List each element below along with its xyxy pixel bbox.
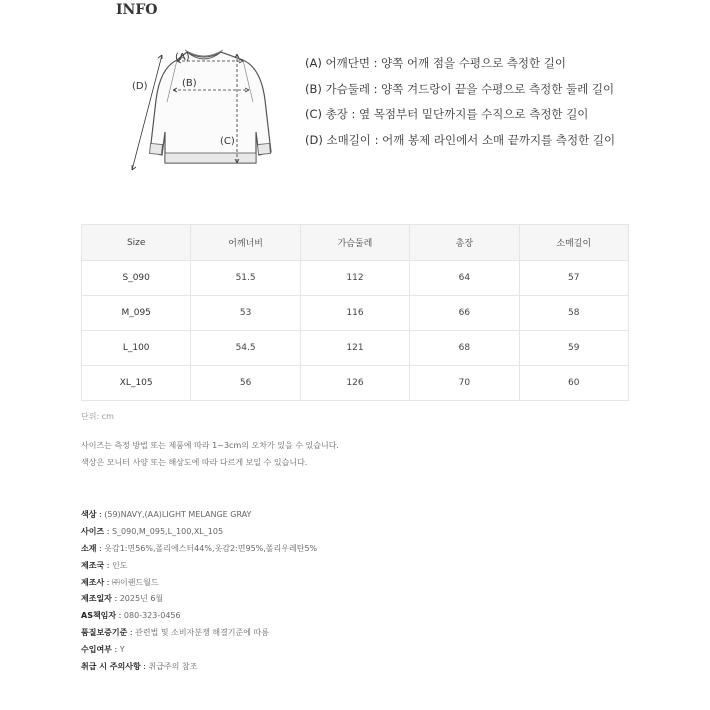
spec-value: 인도 — [111, 560, 128, 570]
spec-row-quality: 품질보증기준 : 관련법 및 소비자분쟁 해결기준에 따름 — [81, 628, 269, 638]
spec-label: AS책임자 — [81, 611, 117, 621]
spec-label: 색상 — [81, 510, 97, 519]
sweater-hem-rib — [165, 153, 256, 163]
spec-label: 제조국 — [81, 560, 105, 570]
cell-shoulder: 54.5 — [191, 331, 300, 366]
product-specs — [81, 507, 317, 676]
measurement-legend — [305, 54, 705, 156]
spec-row-import: 수입여부 : Y — [81, 645, 125, 655]
header-chest: 가슴둘레 — [300, 225, 409, 261]
spec-label: 제조일자 — [81, 594, 112, 604]
spec-value: 관련법 및 소비자분쟁 해결기준에 따름 — [135, 628, 269, 638]
color-disclaimer: 색상은 모니터 사양 또는 해상도에 따라 다르게 보일 수 있습니다. — [81, 458, 308, 467]
spec-label: 취급 시 주의사항 — [81, 662, 141, 672]
cell-length: 64 — [410, 261, 519, 296]
legend-item-a: (A) 어깨단면 : 양쪽 어깨 점을 수평으로 측정한 길이 — [305, 56, 567, 70]
spec-value: Y — [119, 645, 125, 655]
spec-row-date: 제조일자 : 2025년 6월 — [81, 594, 164, 604]
table-row — [82, 261, 629, 296]
table-row — [82, 296, 629, 331]
sweater-outline — [150, 52, 271, 163]
cell-chest: 126 — [300, 366, 409, 401]
sweater-cuff-right — [258, 143, 271, 154]
table-row — [82, 366, 629, 401]
spec-value: 2025년 6월 — [119, 594, 164, 604]
size-disclaimer: 사이즈는 측정 방법 또는 제품에 따라 1~3cm의 오차가 있을 수 있습니다. — [81, 441, 339, 450]
cell-sleeve: 57 — [519, 261, 628, 296]
cell-size: S_090 — [82, 261, 191, 296]
cell-sleeve: 59 — [519, 331, 628, 366]
sweater-measurement-diagram — [125, 40, 290, 180]
spec-value: S_090,M_095,L_100,XL_105 — [111, 526, 224, 536]
sweater-cuff-left — [150, 143, 163, 154]
spec-value: (59)NAVY,(AA)LIGHT MELANGE GRAY — [104, 510, 252, 519]
table-row — [82, 331, 629, 366]
cell-size: L_100 — [82, 331, 191, 366]
unit-note: 단위: cm — [81, 412, 114, 421]
spec-label: 제조사 — [81, 577, 105, 587]
cell-shoulder: 51.5 — [191, 261, 300, 296]
spec-row-material: 소재 : 옷감1:면56%,폴리에스터44%,옷감2:면95%,폴리우레탄5% — [81, 543, 318, 553]
label-a: (A) — [175, 52, 190, 63]
spec-row-country: 제조국 : 인도 — [81, 560, 128, 570]
header-length: 총장 — [410, 225, 519, 261]
spec-row-color: 색상 : (59)NAVY,(AA)LIGHT MELANGE GRAY — [81, 510, 252, 519]
spec-row-care: 취급 시 주의사항 : 취급주의 참조 — [81, 662, 198, 672]
label-d: (D) — [132, 81, 148, 92]
label-c: (C) — [220, 136, 235, 147]
cell-chest: 112 — [300, 261, 409, 296]
header-size: Size — [82, 225, 191, 261]
cell-length: 68 — [410, 331, 519, 366]
cell-shoulder: 53 — [191, 296, 300, 331]
cell-sleeve: 60 — [519, 366, 628, 401]
cell-chest: 116 — [300, 296, 409, 331]
cell-size: XL_105 — [82, 366, 191, 401]
spec-label: 소재 — [81, 543, 97, 553]
cell-length: 70 — [410, 366, 519, 401]
spec-row-manufacturer: 제조사 : ㈜이랜드월드 — [81, 577, 159, 587]
cell-sleeve: 58 — [519, 296, 628, 331]
size-table — [81, 224, 629, 401]
cell-chest: 121 — [300, 331, 409, 366]
size-table-header-row — [82, 225, 629, 261]
spec-label: 수입여부 — [81, 645, 112, 655]
spec-row-size: 사이즈 : S_090,M_095,L_100,XL_105 — [81, 526, 224, 536]
cell-shoulder: 56 — [191, 366, 300, 401]
spec-value: 취급주의 참조 — [148, 662, 198, 672]
header-shoulder: 어깨너비 — [191, 225, 300, 261]
legend-item-c: (C) 총장 : 옆 목점부터 밑단까지를 수직으로 측정한 길이 — [305, 107, 589, 121]
spec-row-as: AS책임자 : 080-323-0456 — [81, 611, 181, 621]
info-title: INFO — [116, 2, 158, 18]
spec-label: 사이즈 — [81, 526, 105, 536]
legend-item-d: (D) 소매길이 : 어깨 봉제 라인에서 소매 끝까지를 측정한 길이 — [305, 132, 616, 147]
label-b: (B) — [182, 78, 197, 89]
legend-item-b: (B) 가슴둘레 : 양쪽 겨드랑이 끝을 수평으로 측정한 둘레 길이 — [305, 81, 615, 96]
spec-value: ㈜이랜드월드 — [111, 577, 159, 587]
cell-length: 66 — [410, 296, 519, 331]
header-sleeve: 소매길이 — [519, 225, 628, 261]
spec-label: 품질보증기준 — [81, 628, 128, 638]
cell-size: M_095 — [82, 296, 191, 331]
spec-value: 옷감1:면56%,폴리에스터44%,옷감2:면95%,폴리우레탄5% — [104, 543, 318, 553]
spec-value: 080-323-0456 — [123, 611, 181, 621]
